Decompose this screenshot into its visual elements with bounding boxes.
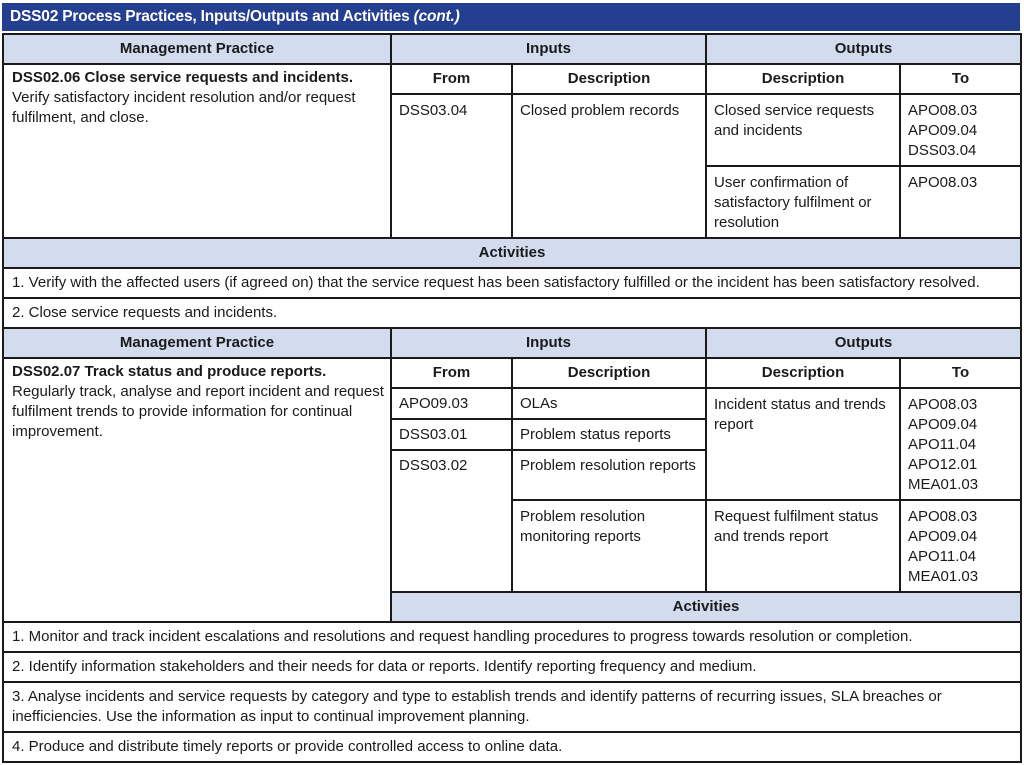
- table-title-bar: [2, 3, 1020, 31]
- output-to-code: DSS03.04: [908, 142, 977, 159]
- output-to-code: APO08.03: [908, 174, 978, 191]
- management-practice-cell: [3, 358, 391, 622]
- management-practice-header: Management Practice: [3, 328, 391, 358]
- output-description-cell: Request fulfilment status and trends report: [706, 500, 900, 592]
- outputs-header: Outputs: [706, 34, 1021, 64]
- output-to-code: APO09.04: [908, 122, 978, 139]
- output-description-cell: Closed service requests and incidents: [706, 94, 900, 166]
- output-to-cell: [900, 388, 1021, 500]
- output-to-code: APO09.04: [908, 528, 978, 545]
- input-from-cell: DSS03.01: [391, 419, 512, 450]
- activity-item: 2. Close service requests and incidents.: [3, 298, 1021, 328]
- process-practices-table: [2, 33, 1022, 763]
- inputs-header: Inputs: [391, 34, 706, 64]
- output-to-code: MEA01.03: [908, 476, 979, 493]
- input-description-cell: Closed problem records: [512, 94, 706, 238]
- practice-description: Regularly track, analyse and report incident and request fulfilment trends to provide information for continual improvement.: [12, 383, 384, 440]
- activity-item: 4. Produce and distribute timely reports or provide controlled access to online data.: [3, 732, 1021, 762]
- activity-item: 1. Verify with the affected users (if agreed on) that the service request has been satisfactory fulfilled or the incident has been satisfactory resolved.: [3, 268, 1021, 298]
- table-title-cont: (cont.): [413, 8, 460, 25]
- output-to-code: APO11.04: [908, 548, 977, 565]
- output-description-cell: User confirmation of satisfactory fulfilment or resolution: [706, 166, 900, 238]
- output-to-code: APO08.03: [908, 102, 978, 119]
- input-description-cell: Problem resolution reports: [512, 450, 706, 500]
- practice-title: DSS02.06 Close service requests and incidents.: [12, 69, 353, 86]
- activity-item: 2. Identify information stakeholders and their needs for data or reports. Identify reporting frequency and medium.: [3, 652, 1021, 682]
- from-header: From: [391, 358, 512, 388]
- output-to-code: APO09.04: [908, 416, 978, 433]
- input-from-cell: DSS03.02: [391, 450, 512, 592]
- activity-item: 3. Analyse incidents and service requests by category and type to establish trends and identify patterns of recurring issues, SLA breaches or inefficiencies. Use the information as input to continual improvement planning.: [3, 682, 1021, 732]
- activities-header: Activities: [391, 592, 1021, 622]
- input-description-header: Description: [512, 64, 706, 94]
- output-to-cell: [900, 166, 1021, 238]
- input-description-cell: Problem status reports: [512, 419, 706, 450]
- output-to-code: MEA01.03: [908, 568, 979, 585]
- output-to-code: APO08.03: [908, 508, 978, 525]
- management-practice-header: Management Practice: [3, 34, 391, 64]
- from-header: From: [391, 64, 512, 94]
- output-description-header: Description: [706, 64, 900, 94]
- activities-header: Activities: [3, 238, 1021, 268]
- practice-description: Verify satisfactory incident resolution and/or request fulfilment, and close.: [12, 89, 356, 126]
- to-header: To: [900, 358, 1021, 388]
- table-title: DSS02 Process Practices, Inputs/Outputs and Activities: [10, 8, 410, 25]
- output-to-cell: [900, 94, 1021, 166]
- management-practice-cell: [3, 64, 391, 238]
- input-description-cell: OLAs: [512, 388, 706, 419]
- outputs-header: Outputs: [706, 328, 1021, 358]
- practice-title: DSS02.07 Track status and produce reports.: [12, 363, 327, 380]
- output-to-code: APO11.04: [908, 436, 977, 453]
- input-from-cell: APO09.03: [391, 388, 512, 419]
- to-header: To: [900, 64, 1021, 94]
- input-from-cell: DSS03.04: [391, 94, 512, 238]
- input-description-header: Description: [512, 358, 706, 388]
- inputs-header: Inputs: [391, 328, 706, 358]
- output-to-code: APO12.01: [908, 456, 978, 473]
- output-description-cell: Incident status and trends report: [706, 388, 900, 500]
- output-to-cell: [900, 500, 1021, 592]
- activity-item: 1. Monitor and track incident escalations and resolutions and request handling procedures to progress towards resolution or completion.: [3, 622, 1021, 652]
- input-description-cell: Problem resolution monitoring reports: [512, 500, 706, 592]
- output-to-code: APO08.03: [908, 396, 978, 413]
- document-frame: [2, 3, 1020, 761]
- output-description-header: Description: [706, 358, 900, 388]
